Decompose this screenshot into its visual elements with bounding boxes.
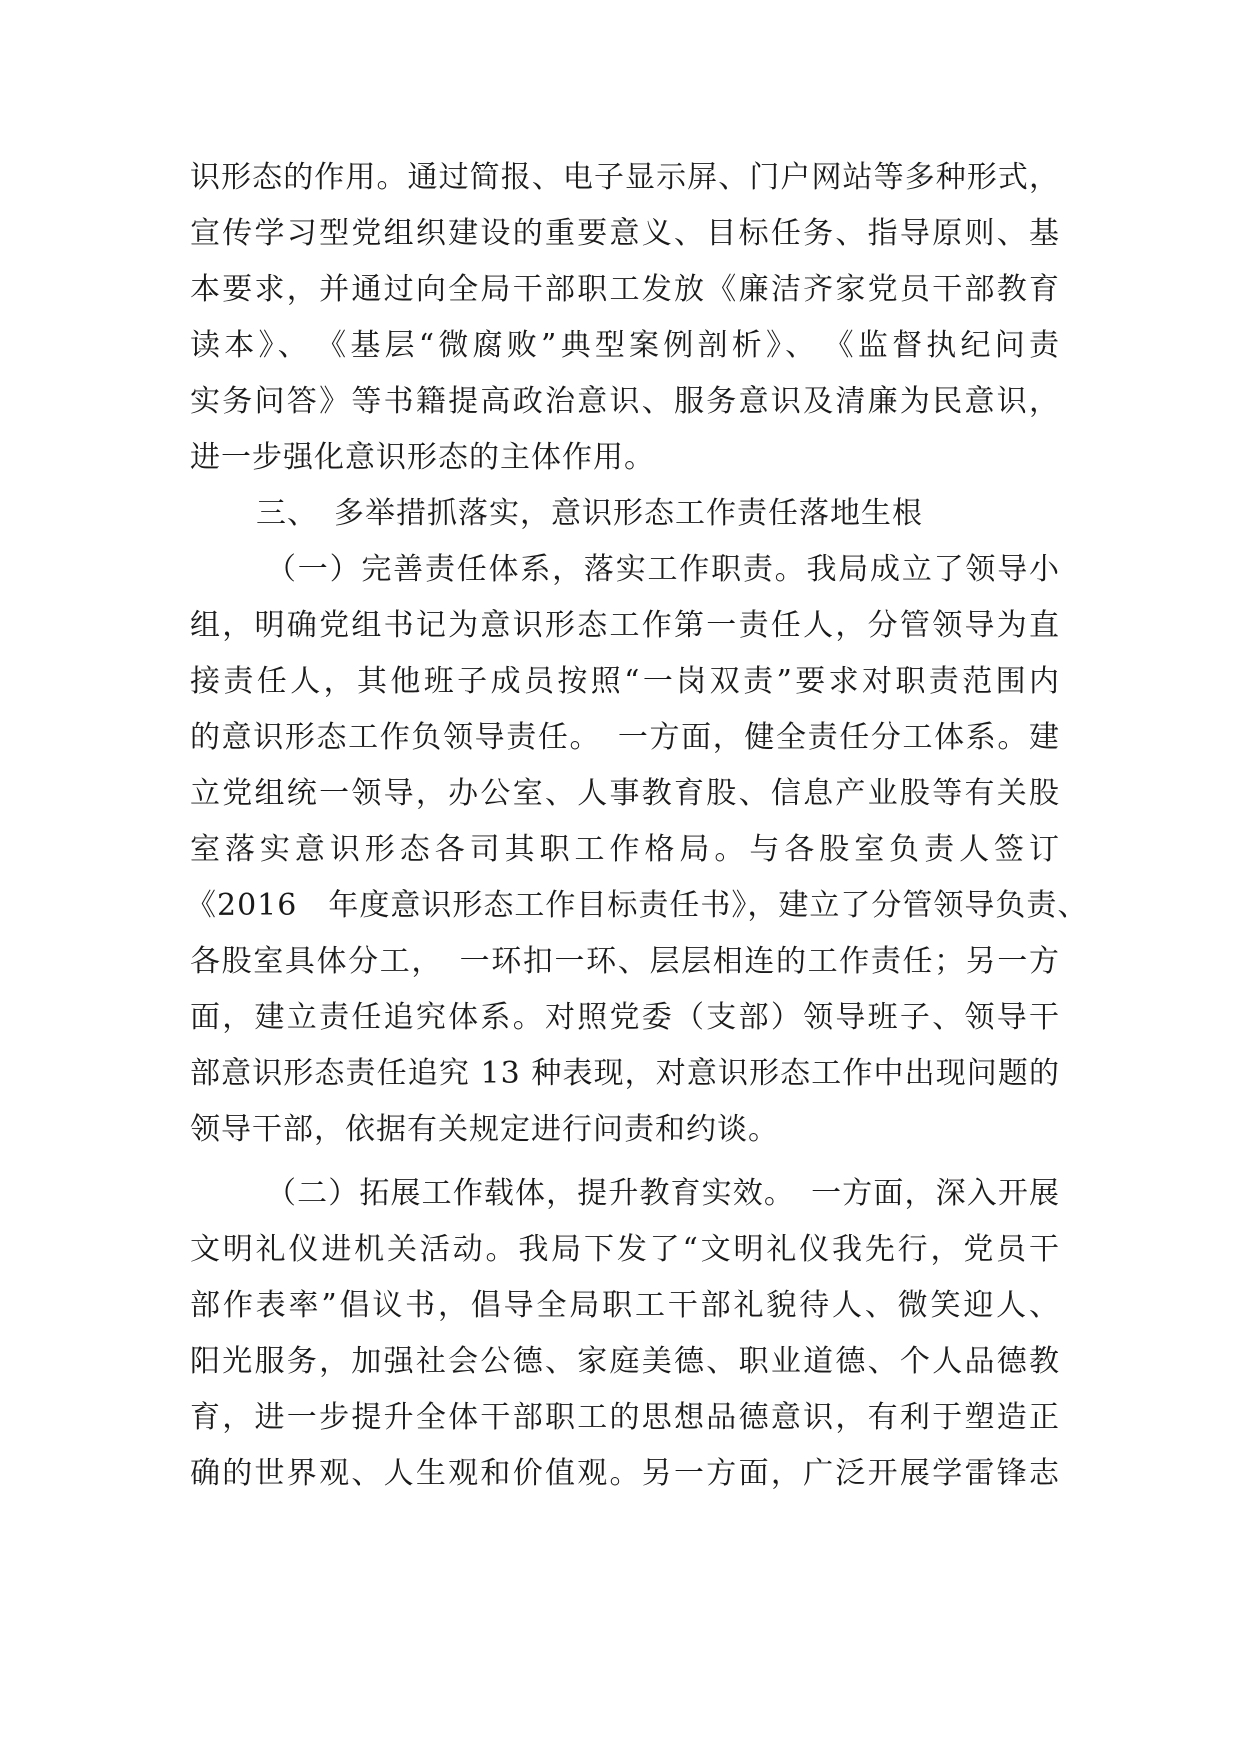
paragraph-1-line-2: 宣传学习型党组织建设的重要意义、目标任务、指导原则、基 (190, 216, 1060, 251)
paragraph-2-line-1: （一）完善责任体系，落实工作职责。我局成立了领导小 (266, 552, 1060, 587)
paragraph-2-line-3: 接责任人，其他班子成员按照“一岗双责”要求对职责范围内 (190, 664, 1060, 699)
paragraph-1-line-1: 识形态的作用。通过简报、电子显示屏、门户网站等多种形式， (190, 160, 1060, 195)
paragraph-2-line-5: 立党组统一领导，办公室、人事教育股、信息产业股等有关股 (190, 776, 1060, 811)
paragraph-1-line-6: 进一步强化意识形态的主体作用。 (190, 440, 655, 475)
section-heading-3: 三、 多举措抓落实，意识形态工作责任落地生根 (256, 496, 923, 531)
paragraph-2-line-9: 面，建立责任追究体系。对照党委（支部）领导班子、领导干 (190, 1000, 1060, 1035)
paragraph-3-line-2: 文明礼仪进机关活动。我局下发了“文明礼仪我先行，党员干 (190, 1232, 1060, 1267)
paragraph-1-line-5: 实务问答》等书籍提高政治意识、服务意识及清廉为民意识， (190, 384, 1060, 419)
paragraph-2-line-8: 各股室具体分工， 一环扣一环、层层相连的工作责任；另一方 (190, 944, 1060, 979)
paragraph-1-line-3: 本要求，并通过向全局干部职工发放《廉洁齐家党员干部教育 (190, 272, 1060, 307)
paragraph-2-line-10: 部意识形态责任追究 13 种表现，对意识形态工作中出现问题的 (190, 1056, 1060, 1091)
paragraph-3-line-3: 部作表率”倡议书，倡导全局职工干部礼貌待人、微笑迎人、 (190, 1288, 1060, 1323)
paragraph-2-line-11: 领导干部，依据有关规定进行问责和约谈。 (190, 1112, 779, 1147)
paragraph-3-line-6: 确的世界观、人生观和价值观。另一方面，广泛开展学雷锋志 (190, 1456, 1060, 1491)
paragraph-1-line-4: 读本》、 《基层“微腐败”典型案例剖析》、 《监督执纪问责 (190, 328, 1060, 363)
paragraph-2-line-7: 《2016 年度意识形态工作目标责任书》，建立了分管领导负责、 (186, 888, 1089, 923)
paragraph-3-line-5: 育，进一步提升全体干部职工的思想品德意识，有利于塑造正 (190, 1400, 1060, 1435)
paragraph-3-line-4: 阳光服务，加强社会公德、家庭美德、职业道德、个人品德教 (190, 1344, 1060, 1379)
paragraph-2-line-4: 的意识形态工作负领导责任。 一方面，健全责任分工体系。建 (190, 720, 1060, 755)
paragraph-2-line-2: 组，明确党组书记为意识形态工作第一责任人，分管领导为直 (190, 608, 1060, 643)
paragraph-2-line-6: 室落实意识形态各司其职工作格局。与各股室负责人签订 (190, 832, 1060, 867)
paragraph-3-line-1: （二）拓展工作载体，提升教育实效。 一方面，深入开展 (266, 1176, 1060, 1211)
